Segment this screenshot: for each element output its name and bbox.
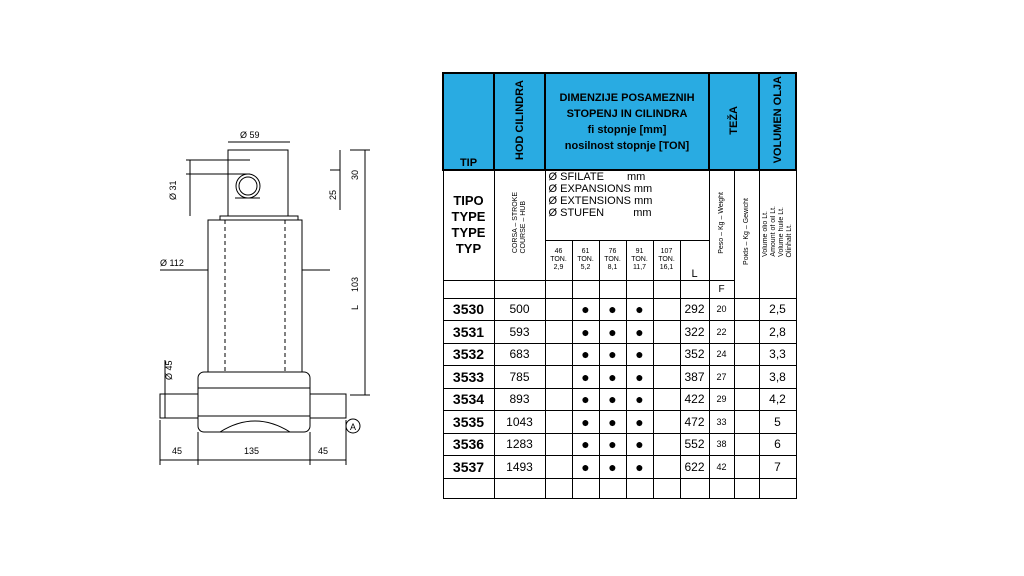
weight-label2: Poids – Kg – Gewicht <box>734 170 759 298</box>
stage-4: 91 TON. 11,7 <box>626 240 653 280</box>
volume-cell: 7 <box>759 456 796 479</box>
stage-3-cell: ● <box>599 411 626 434</box>
dim-length2-label: 103 <box>350 276 360 292</box>
f-label: F <box>709 280 734 298</box>
volume-label: Volume olio Lt.Amount of oil Lt.Volume huile Lt.Ölinhalt Lt. <box>759 170 796 298</box>
stage-3-cell: ● <box>599 456 626 479</box>
stage-4-cell: ● <box>626 343 653 366</box>
empty-cell <box>734 433 759 456</box>
weight-cell: 38 <box>709 433 734 456</box>
dim-right-label: 45 <box>318 446 329 456</box>
weight-cell: 29 <box>709 388 734 411</box>
stage-5-cell <box>653 343 680 366</box>
length-cell: 387 <box>680 366 709 389</box>
stage-3-cell: ● <box>599 366 626 389</box>
dim-top-right-label: 30 <box>350 169 360 180</box>
table-row <box>443 411 796 434</box>
stage-2-cell: ● <box>572 343 599 366</box>
header-volumen: VOLUMEN OLJA <box>759 73 796 170</box>
stage-1-cell <box>545 343 572 366</box>
tipo-label: TIPO TYPE TYPE TYP <box>443 170 494 280</box>
empty-cell <box>734 298 759 321</box>
dim-body-label: Ø 112 <box>160 258 184 268</box>
cylinder-drawing <box>140 120 380 470</box>
stroke-cell: 1283 <box>494 433 545 456</box>
stage-4-cell: ● <box>626 388 653 411</box>
volume-cell: 6 <box>759 433 796 456</box>
stage-2-cell: ● <box>572 388 599 411</box>
volume-cell: 5 <box>759 411 796 434</box>
stage-4-cell: ● <box>626 456 653 479</box>
type-cell: 3535 <box>443 411 494 434</box>
length-cell: 622 <box>680 456 709 479</box>
length-cell: 292 <box>680 298 709 321</box>
header-hod: HOD CILINDRA <box>494 73 545 170</box>
dim-mid-label: 135 <box>244 446 260 456</box>
weight-cell: 33 <box>709 411 734 434</box>
stage-1-cell <box>545 366 572 389</box>
stage-3-cell: ● <box>599 388 626 411</box>
stage-3-cell: ● <box>599 343 626 366</box>
stage-4-cell: ● <box>626 433 653 456</box>
type-cell: 3530 <box>443 298 494 321</box>
stage-5-cell <box>653 433 680 456</box>
marker-label: A <box>350 422 357 432</box>
stage-2-cell: ● <box>572 366 599 389</box>
dim-left-label: 45 <box>172 446 183 456</box>
volume-cell: 3,3 <box>759 343 796 366</box>
stage-2: 61 TON. 5,2 <box>572 240 599 280</box>
empty-cell <box>734 388 759 411</box>
weight-cell: 20 <box>709 298 734 321</box>
header-dimensions: DIMENZIJE POSAMEZNIH STOPENJ IN CILINDRA fi stopnje [mm] nosilnost stopnje [TON] <box>545 73 709 170</box>
spec-table <box>442 72 797 499</box>
stage-5-cell <box>653 456 680 479</box>
header-tip: TIP <box>443 73 494 170</box>
table-row <box>443 298 796 321</box>
stage-5: 107 TON. 16,1 <box>653 240 680 280</box>
header-teza: TEŽA <box>709 73 759 170</box>
stage-5-cell <box>653 298 680 321</box>
stroke-cell: 593 <box>494 321 545 344</box>
empty-cell <box>734 456 759 479</box>
stage-2-cell: ● <box>572 298 599 321</box>
stage-3-cell: ● <box>599 298 626 321</box>
stroke-cell: 1043 <box>494 411 545 434</box>
weight-cell: 42 <box>709 456 734 479</box>
dim-base-label: Ø 45 <box>164 360 174 380</box>
weight-cell: 27 <box>709 366 734 389</box>
type-cell: 3537 <box>443 456 494 479</box>
table-row <box>443 321 796 344</box>
length-cell: 552 <box>680 433 709 456</box>
stage-2-cell: ● <box>572 321 599 344</box>
stage-4-cell: ● <box>626 366 653 389</box>
stage-1-cell <box>545 388 572 411</box>
type-cell: 3534 <box>443 388 494 411</box>
stroke-cell: 500 <box>494 298 545 321</box>
stage-1-cell <box>545 321 572 344</box>
stage-2-cell: ● <box>572 411 599 434</box>
stage-2-cell: ● <box>572 433 599 456</box>
type-cell: 3531 <box>443 321 494 344</box>
volume-cell: 2,8 <box>759 321 796 344</box>
table-row <box>443 456 796 479</box>
type-cell: 3532 <box>443 343 494 366</box>
stage-1-cell <box>545 456 572 479</box>
corsa-label: CORSA – STROKECOURSE – HUB <box>494 170 545 280</box>
stage-diameters-label: Ø SFILATE mm Ø EXPANSIONS mm Ø EXTENSIONS mm Ø STUFEN mm <box>545 170 709 240</box>
length-cell: 352 <box>680 343 709 366</box>
table-row <box>443 366 796 389</box>
stroke-cell: 893 <box>494 388 545 411</box>
dim-length-label: L <box>350 304 360 310</box>
stroke-cell: 1493 <box>494 456 545 479</box>
type-cell: 3533 <box>443 366 494 389</box>
stage-3: 76 TON. 8,1 <box>599 240 626 280</box>
weight-label: Peso – Kg – Weight <box>709 170 734 280</box>
volume-cell: 4,2 <box>759 388 796 411</box>
weight-cell: 24 <box>709 343 734 366</box>
table-row <box>443 433 796 456</box>
type-cell: 3536 <box>443 433 494 456</box>
table-row <box>443 388 796 411</box>
weight-cell: 22 <box>709 321 734 344</box>
stage-1-cell <box>545 433 572 456</box>
stage-1-cell <box>545 298 572 321</box>
stage-1-cell <box>545 411 572 434</box>
stage-3-cell: ● <box>599 433 626 456</box>
empty-cell <box>734 366 759 389</box>
stage-5-cell <box>653 366 680 389</box>
stroke-cell: 683 <box>494 343 545 366</box>
empty-cell <box>734 343 759 366</box>
l-label: L <box>680 240 709 280</box>
length-cell: 422 <box>680 388 709 411</box>
stage-5-cell <box>653 388 680 411</box>
volume-cell: 3,8 <box>759 366 796 389</box>
stage-3-cell: ● <box>599 321 626 344</box>
length-cell: 322 <box>680 321 709 344</box>
empty-cell <box>734 411 759 434</box>
stage-5-cell <box>653 321 680 344</box>
empty-cell <box>734 321 759 344</box>
stage-4-cell: ● <box>626 298 653 321</box>
stage-2-cell: ● <box>572 456 599 479</box>
stage-5-cell <box>653 411 680 434</box>
dim-top-label: Ø 59 <box>240 130 260 140</box>
stage-1: 46 TON. 2,9 <box>545 240 572 280</box>
stroke-cell: 785 <box>494 366 545 389</box>
volume-cell: 2,5 <box>759 298 796 321</box>
stage-4-cell: ● <box>626 321 653 344</box>
dim-hole-label: 25 <box>328 189 338 200</box>
stage-4-cell: ● <box>626 411 653 434</box>
length-cell: 472 <box>680 411 709 434</box>
dim-pin-label: Ø 31 <box>168 180 178 200</box>
table-row <box>443 343 796 366</box>
